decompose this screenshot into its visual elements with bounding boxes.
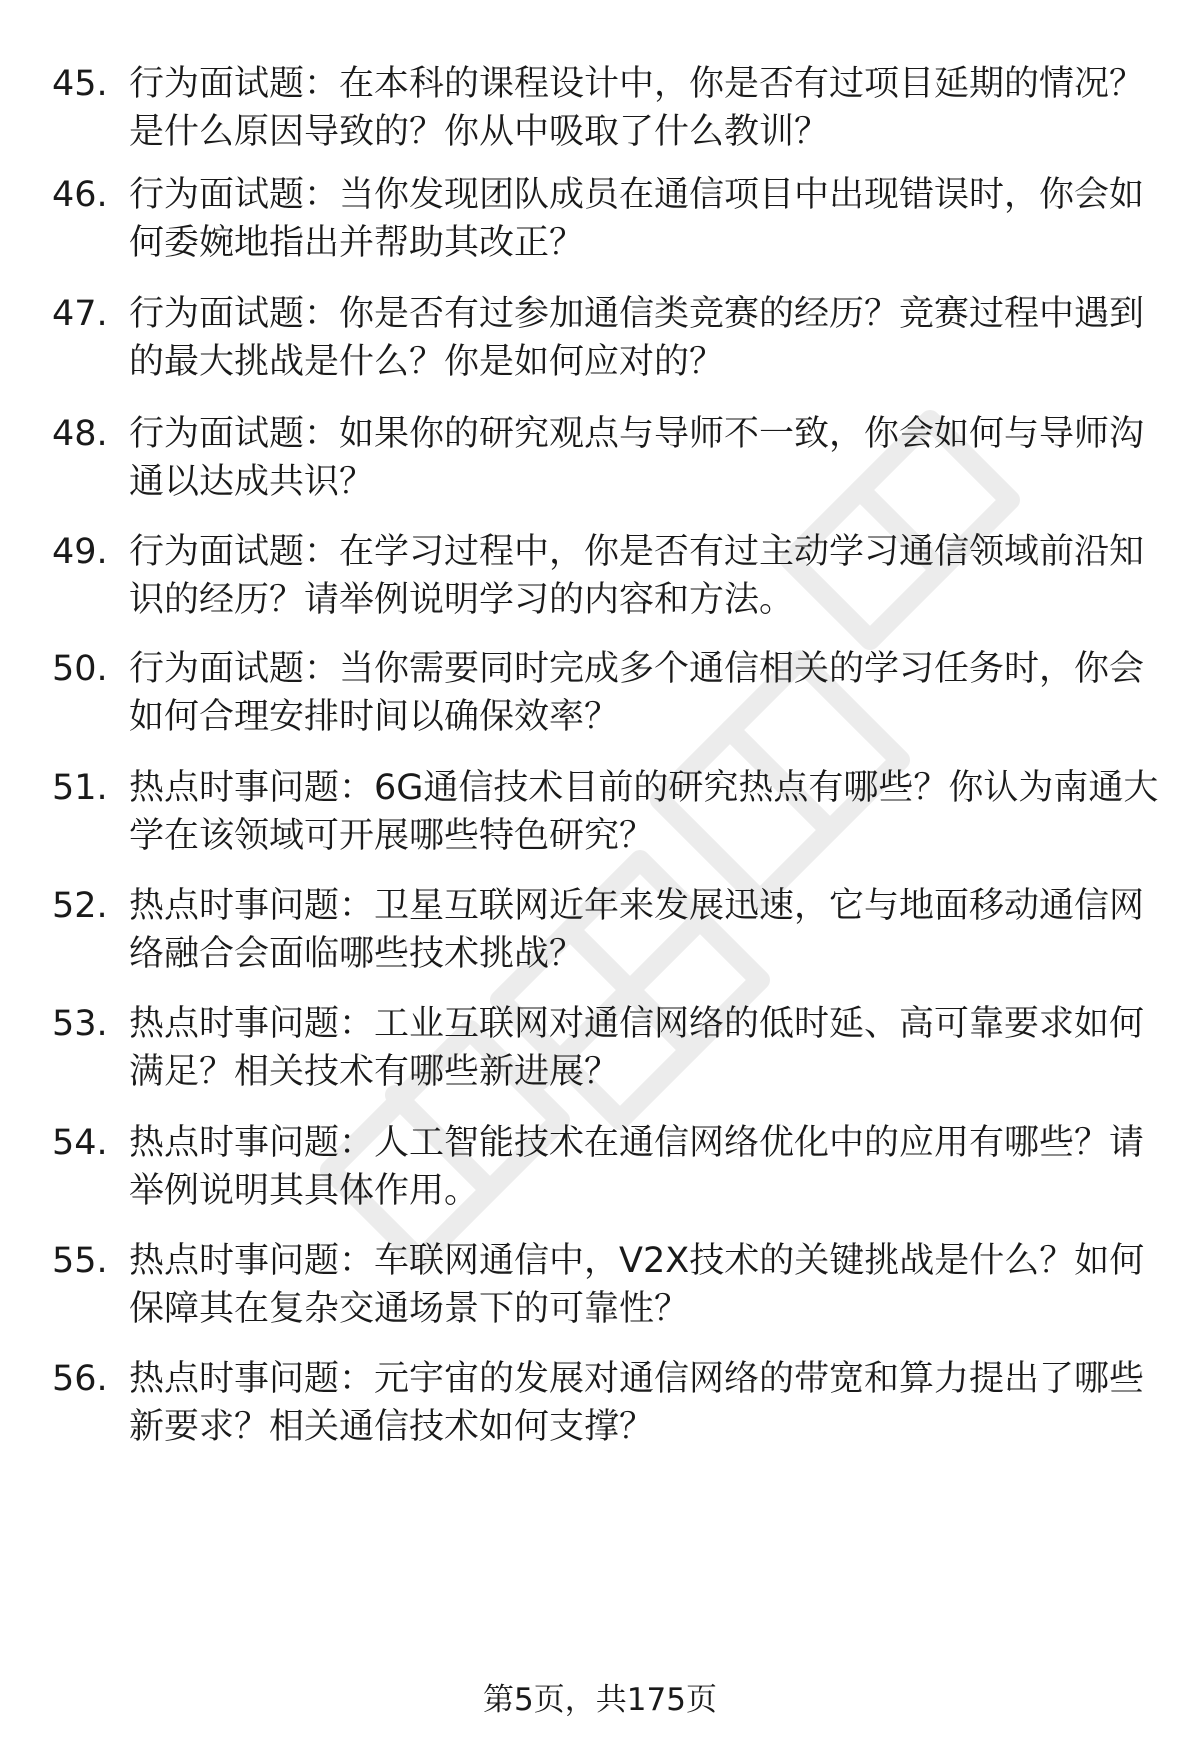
- page-number: 第5页，共175页: [483, 1682, 717, 1718]
- question-text: 行为面试题：如果你的研究观点与导师不一致，你会如何与导师沟通以达成共识？: [129, 414, 1145, 502]
- question-text: 热点时事问题：车联网通信中，V2X技术的关键挑战是什么？如何保障其在复杂交通场景下的可靠性？: [129, 1241, 1145, 1329]
- question-number: 53.: [52, 1004, 108, 1044]
- question-text: 行为面试题：当你发现团队成员在通信项目中出现错误时，你会如何委婉地指出并帮助其改正？: [129, 175, 1145, 263]
- question-number: 48.: [52, 414, 108, 454]
- question-number: 46.: [52, 175, 108, 215]
- question-number: 52.: [52, 886, 108, 926]
- question-text: 行为面试题：你是否有过参加通信类竞赛的经历？竞赛过程中遇到的最大挑战是什么？你是如何应对的？: [129, 294, 1145, 382]
- question-text: 行为面试题：当你需要同时完成多个通信相关的学习任务时，你会如何合理安排时间以确保效率？: [129, 649, 1145, 737]
- question-number: 55.: [52, 1241, 108, 1281]
- question-number: 54.: [52, 1123, 108, 1163]
- question-text: 行为面试题：在学习过程中，你是否有过主动学习通信领域前沿知识的经历？请举例说明学习的内容和方法。: [129, 532, 1145, 620]
- question-text: 热点时事问题：元宇宙的发展对通信网络的带宽和算力提出了哪些新要求？相关通信技术如何支撑？: [129, 1359, 1145, 1447]
- question-number: 56.: [52, 1359, 108, 1399]
- question-number: 50.: [52, 649, 108, 689]
- question-text: 行为面试题：在本科的课程设计中，你是否有过项目延期的情况？是什么原因导致的？你从中吸取了什么教训？: [129, 64, 1145, 152]
- question-number: 49.: [52, 532, 108, 572]
- question-number: 47.: [52, 294, 108, 334]
- question-text: 热点时事问题：工业互联网对通信网络的低时延、高可靠要求如何满足？相关技术有哪些新进展？: [129, 1004, 1145, 1092]
- question-number: 51.: [52, 768, 108, 808]
- question-number: 45.: [52, 64, 108, 104]
- question-text: 热点时事问题：人工智能技术在通信网络优化中的应用有哪些？请举例说明其具体作用。: [129, 1123, 1145, 1211]
- question-text: 热点时事问题：6G通信技术目前的研究热点有哪些？你认为南通大学在该领域可开展哪些特色研究？: [129, 768, 1159, 856]
- question-text: 热点时事问题：卫星互联网近年来发展迅速，它与地面移动通信网络融合会面临哪些技术挑战？: [129, 886, 1145, 974]
